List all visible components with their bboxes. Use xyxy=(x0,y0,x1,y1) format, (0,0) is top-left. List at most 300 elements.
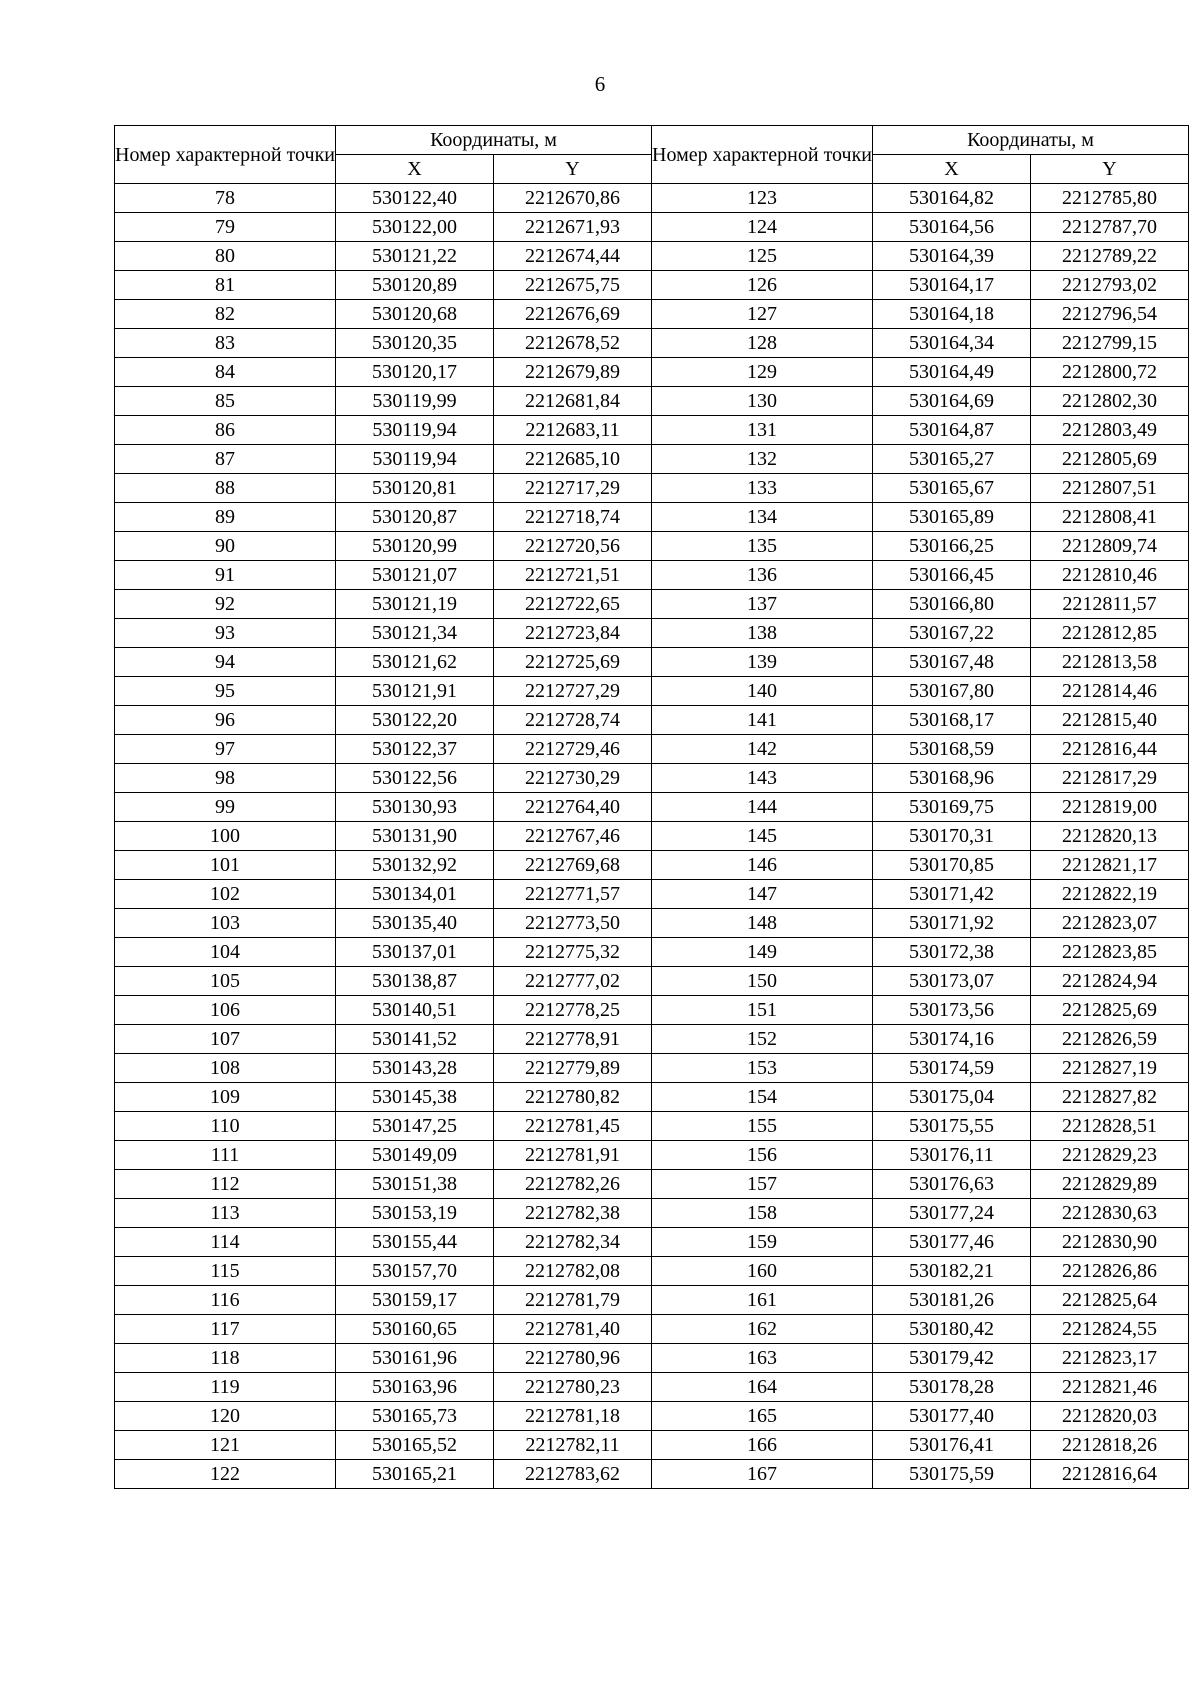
table-row xyxy=(652,561,1189,590)
x-coordinate-cell: 530122,20 xyxy=(336,706,494,735)
point-number-cell: 113 xyxy=(115,1199,336,1228)
point-number-cell: 127 xyxy=(652,300,873,329)
x-coordinate-cell: 530153,19 xyxy=(336,1199,494,1228)
table-row xyxy=(652,1199,1189,1228)
y-coordinate-cell: 2212723,84 xyxy=(494,619,652,648)
x-coordinate-cell: 530120,99 xyxy=(336,532,494,561)
y-coordinate-cell: 2212780,23 xyxy=(494,1373,652,1402)
x-coordinate-cell: 530159,17 xyxy=(336,1286,494,1315)
x-coordinate-cell: 530174,16 xyxy=(873,1025,1031,1054)
x-coordinate-cell: 530155,44 xyxy=(336,1228,494,1257)
table-row xyxy=(115,532,652,561)
point-number-cell: 134 xyxy=(652,503,873,532)
y-coordinate-cell: 2212822,19 xyxy=(1031,880,1189,909)
y-coordinate-cell: 2212773,50 xyxy=(494,909,652,938)
point-number-cell: 158 xyxy=(652,1199,873,1228)
y-coordinate-cell: 2212671,93 xyxy=(494,213,652,242)
table-row xyxy=(652,793,1189,822)
table-row xyxy=(115,909,652,938)
y-coordinate-cell: 2212805,69 xyxy=(1031,445,1189,474)
x-coordinate-cell: 530166,45 xyxy=(873,561,1031,590)
x-coordinate-cell: 530131,90 xyxy=(336,822,494,851)
x-coordinate-cell: 530173,07 xyxy=(873,967,1031,996)
point-number-cell: 148 xyxy=(652,909,873,938)
point-number-cell: 103 xyxy=(115,909,336,938)
table-row xyxy=(652,1054,1189,1083)
y-coordinate-cell: 2212808,41 xyxy=(1031,503,1189,532)
y-coordinate-cell: 2212823,17 xyxy=(1031,1344,1189,1373)
x-coordinate-cell: 530164,17 xyxy=(873,271,1031,300)
y-coordinate-cell: 2212825,64 xyxy=(1031,1286,1189,1315)
x-coordinate-cell: 530120,68 xyxy=(336,300,494,329)
x-coordinate-cell: 530175,04 xyxy=(873,1083,1031,1112)
table-row xyxy=(115,242,652,271)
point-number-cell: 159 xyxy=(652,1228,873,1257)
table-row xyxy=(652,822,1189,851)
point-number-cell: 89 xyxy=(115,503,336,532)
x-coordinate-cell: 530120,81 xyxy=(336,474,494,503)
point-number-cell: 94 xyxy=(115,648,336,677)
table-row xyxy=(652,1460,1189,1489)
table-row xyxy=(652,1431,1189,1460)
table-row xyxy=(652,880,1189,909)
point-number-cell: 114 xyxy=(115,1228,336,1257)
x-coordinate-cell: 530167,80 xyxy=(873,677,1031,706)
point-number-cell: 152 xyxy=(652,1025,873,1054)
y-coordinate-cell: 2212821,46 xyxy=(1031,1373,1189,1402)
x-coordinate-cell: 530176,63 xyxy=(873,1170,1031,1199)
point-number-cell: 116 xyxy=(115,1286,336,1315)
point-number-cell: 105 xyxy=(115,967,336,996)
y-coordinate-cell: 2212779,89 xyxy=(494,1054,652,1083)
point-number-cell: 104 xyxy=(115,938,336,967)
y-coordinate-cell: 2212819,00 xyxy=(1031,793,1189,822)
x-coordinate-cell: 530171,42 xyxy=(873,880,1031,909)
y-coordinate-cell: 2212787,70 xyxy=(1031,213,1189,242)
table-row xyxy=(115,387,652,416)
table-row xyxy=(652,532,1189,561)
point-number-cell: 83 xyxy=(115,329,336,358)
table-row xyxy=(652,590,1189,619)
table-row xyxy=(115,1054,652,1083)
table-row xyxy=(652,1344,1189,1373)
x-coordinate-cell: 530176,11 xyxy=(873,1141,1031,1170)
x-coordinate-cell: 530121,62 xyxy=(336,648,494,677)
y-coordinate-cell: 2212803,49 xyxy=(1031,416,1189,445)
point-number-cell: 166 xyxy=(652,1431,873,1460)
x-coordinate-cell: 530173,56 xyxy=(873,996,1031,1025)
table-row xyxy=(115,1286,652,1315)
point-number-cell: 111 xyxy=(115,1141,336,1170)
point-number-cell: 117 xyxy=(115,1315,336,1344)
point-number-cell: 130 xyxy=(652,387,873,416)
y-coordinate-cell: 2212816,44 xyxy=(1031,735,1189,764)
point-number-cell: 100 xyxy=(115,822,336,851)
x-coordinate-cell: 530175,59 xyxy=(873,1460,1031,1489)
table-row xyxy=(115,561,652,590)
x-coordinate-cell: 530121,91 xyxy=(336,677,494,706)
point-number-cell: 163 xyxy=(652,1344,873,1373)
point-number-cell: 87 xyxy=(115,445,336,474)
y-coordinate-cell: 2212825,69 xyxy=(1031,996,1189,1025)
y-coordinate-cell: 2212781,18 xyxy=(494,1402,652,1431)
x-coordinate-cell: 530119,94 xyxy=(336,416,494,445)
y-coordinate-cell: 2212785,80 xyxy=(1031,184,1189,213)
table-row xyxy=(115,1344,652,1373)
point-number-cell: 128 xyxy=(652,329,873,358)
y-coordinate-cell: 2212778,91 xyxy=(494,1025,652,1054)
point-number-cell: 91 xyxy=(115,561,336,590)
table-row xyxy=(652,648,1189,677)
y-coordinate-cell: 2212812,85 xyxy=(1031,619,1189,648)
x-coordinate-cell: 530140,51 xyxy=(336,996,494,1025)
header-x: X xyxy=(873,155,1031,184)
point-number-cell: 133 xyxy=(652,474,873,503)
y-coordinate-cell: 2212778,25 xyxy=(494,996,652,1025)
point-number-cell: 157 xyxy=(652,1170,873,1199)
table-body-left xyxy=(115,184,652,1489)
point-number-cell: 109 xyxy=(115,1083,336,1112)
point-number-cell: 145 xyxy=(652,822,873,851)
y-coordinate-cell: 2212799,15 xyxy=(1031,329,1189,358)
x-coordinate-cell: 530178,28 xyxy=(873,1373,1031,1402)
table-row xyxy=(115,851,652,880)
point-number-cell: 151 xyxy=(652,996,873,1025)
x-coordinate-cell: 530177,46 xyxy=(873,1228,1031,1257)
x-coordinate-cell: 530165,21 xyxy=(336,1460,494,1489)
table-row xyxy=(115,1112,652,1141)
header-x: X xyxy=(336,155,494,184)
table-row xyxy=(652,735,1189,764)
y-coordinate-cell: 2212800,72 xyxy=(1031,358,1189,387)
point-number-cell: 147 xyxy=(652,880,873,909)
point-number-cell: 99 xyxy=(115,793,336,822)
x-coordinate-cell: 530120,17 xyxy=(336,358,494,387)
y-coordinate-cell: 2212782,08 xyxy=(494,1257,652,1286)
point-number-cell: 81 xyxy=(115,271,336,300)
header-point-number: Номер характерной точки xyxy=(652,126,873,184)
point-number-cell: 138 xyxy=(652,619,873,648)
point-number-cell: 106 xyxy=(115,996,336,1025)
table-row xyxy=(115,590,652,619)
point-number-cell: 90 xyxy=(115,532,336,561)
point-number-cell: 78 xyxy=(115,184,336,213)
y-coordinate-cell: 2212674,44 xyxy=(494,242,652,271)
point-number-cell: 150 xyxy=(652,967,873,996)
point-number-cell: 85 xyxy=(115,387,336,416)
table-row xyxy=(652,996,1189,1025)
point-number-cell: 122 xyxy=(115,1460,336,1489)
point-number-cell: 93 xyxy=(115,619,336,648)
y-coordinate-cell: 2212813,58 xyxy=(1031,648,1189,677)
table-row xyxy=(115,1373,652,1402)
y-coordinate-cell: 2212793,02 xyxy=(1031,271,1189,300)
table-row xyxy=(115,996,652,1025)
table-row xyxy=(115,1315,652,1344)
x-coordinate-cell: 530168,59 xyxy=(873,735,1031,764)
x-coordinate-cell: 530163,96 xyxy=(336,1373,494,1402)
y-coordinate-cell: 2212783,62 xyxy=(494,1460,652,1489)
table-row xyxy=(115,271,652,300)
table-row xyxy=(115,1228,652,1257)
y-coordinate-cell: 2212780,96 xyxy=(494,1344,652,1373)
x-coordinate-cell: 530172,38 xyxy=(873,938,1031,967)
x-coordinate-cell: 530164,18 xyxy=(873,300,1031,329)
table-row xyxy=(652,706,1189,735)
header-coordinates: Координаты, м xyxy=(873,126,1189,155)
x-coordinate-cell: 530157,70 xyxy=(336,1257,494,1286)
x-coordinate-cell: 530138,87 xyxy=(336,967,494,996)
table-row xyxy=(115,358,652,387)
table-row xyxy=(115,1257,652,1286)
point-number-cell: 101 xyxy=(115,851,336,880)
table-row xyxy=(115,1431,652,1460)
y-coordinate-cell: 2212810,46 xyxy=(1031,561,1189,590)
y-coordinate-cell: 2212675,75 xyxy=(494,271,652,300)
x-coordinate-cell: 530167,22 xyxy=(873,619,1031,648)
table-row xyxy=(652,1315,1189,1344)
x-coordinate-cell: 530120,35 xyxy=(336,329,494,358)
x-coordinate-cell: 530179,42 xyxy=(873,1344,1031,1373)
table-row xyxy=(115,648,652,677)
table-row xyxy=(115,503,652,532)
table-row xyxy=(652,300,1189,329)
table-row xyxy=(115,1083,652,1112)
table-row xyxy=(652,677,1189,706)
point-number-cell: 132 xyxy=(652,445,873,474)
point-number-cell: 121 xyxy=(115,1431,336,1460)
x-coordinate-cell: 530121,19 xyxy=(336,590,494,619)
y-coordinate-cell: 2212827,82 xyxy=(1031,1083,1189,1112)
point-number-cell: 92 xyxy=(115,590,336,619)
point-number-cell: 160 xyxy=(652,1257,873,1286)
table-row xyxy=(115,1141,652,1170)
table-row xyxy=(652,387,1189,416)
table-row xyxy=(652,271,1189,300)
page-number: 6 xyxy=(594,72,606,96)
table-row xyxy=(652,242,1189,271)
point-number-cell: 136 xyxy=(652,561,873,590)
table-row xyxy=(652,764,1189,793)
point-number-cell: 165 xyxy=(652,1402,873,1431)
x-coordinate-cell: 530182,21 xyxy=(873,1257,1031,1286)
y-coordinate-cell: 2212809,74 xyxy=(1031,532,1189,561)
x-coordinate-cell: 530122,00 xyxy=(336,213,494,242)
y-coordinate-cell: 2212782,38 xyxy=(494,1199,652,1228)
y-coordinate-cell: 2212771,57 xyxy=(494,880,652,909)
y-coordinate-cell: 2212781,45 xyxy=(494,1112,652,1141)
x-coordinate-cell: 530167,48 xyxy=(873,648,1031,677)
x-coordinate-cell: 530120,87 xyxy=(336,503,494,532)
x-coordinate-cell: 530181,26 xyxy=(873,1286,1031,1315)
point-number-cell: 102 xyxy=(115,880,336,909)
point-number-cell: 98 xyxy=(115,764,336,793)
x-coordinate-cell: 530165,73 xyxy=(336,1402,494,1431)
table-row xyxy=(652,1083,1189,1112)
point-number-cell: 155 xyxy=(652,1112,873,1141)
table-body-right xyxy=(652,184,1189,1489)
point-number-cell: 115 xyxy=(115,1257,336,1286)
x-coordinate-cell: 530165,89 xyxy=(873,503,1031,532)
table-row xyxy=(115,677,652,706)
point-number-cell: 118 xyxy=(115,1344,336,1373)
y-coordinate-cell: 2212670,86 xyxy=(494,184,652,213)
y-coordinate-cell: 2212816,64 xyxy=(1031,1460,1189,1489)
y-coordinate-cell: 2212730,29 xyxy=(494,764,652,793)
x-coordinate-cell: 530147,25 xyxy=(336,1112,494,1141)
x-coordinate-cell: 530176,41 xyxy=(873,1431,1031,1460)
x-coordinate-cell: 530164,56 xyxy=(873,213,1031,242)
table-row xyxy=(115,300,652,329)
table-row xyxy=(652,184,1189,213)
point-number-cell: 97 xyxy=(115,735,336,764)
point-number-cell: 86 xyxy=(115,416,336,445)
table-row xyxy=(115,1199,652,1228)
table-row xyxy=(652,1373,1189,1402)
x-coordinate-cell: 530160,65 xyxy=(336,1315,494,1344)
table-row xyxy=(115,938,652,967)
point-number-cell: 139 xyxy=(652,648,873,677)
point-number-cell: 125 xyxy=(652,242,873,271)
x-coordinate-cell: 530177,24 xyxy=(873,1199,1031,1228)
y-coordinate-cell: 2212721,51 xyxy=(494,561,652,590)
y-coordinate-cell: 2212829,23 xyxy=(1031,1141,1189,1170)
x-coordinate-cell: 530170,31 xyxy=(873,822,1031,851)
x-coordinate-cell: 530164,69 xyxy=(873,387,1031,416)
x-coordinate-cell: 530171,92 xyxy=(873,909,1031,938)
table-row xyxy=(652,474,1189,503)
point-number-cell: 82 xyxy=(115,300,336,329)
y-coordinate-cell: 2212830,63 xyxy=(1031,1199,1189,1228)
table-row xyxy=(652,503,1189,532)
y-coordinate-cell: 2212727,29 xyxy=(494,677,652,706)
table-row xyxy=(652,1228,1189,1257)
header-y: Y xyxy=(1031,155,1189,184)
point-number-cell: 164 xyxy=(652,1373,873,1402)
point-number-cell: 167 xyxy=(652,1460,873,1489)
x-coordinate-cell: 530175,55 xyxy=(873,1112,1031,1141)
y-coordinate-cell: 2212728,74 xyxy=(494,706,652,735)
x-coordinate-cell: 530122,37 xyxy=(336,735,494,764)
y-coordinate-cell: 2212781,79 xyxy=(494,1286,652,1315)
x-coordinate-cell: 530122,56 xyxy=(336,764,494,793)
y-coordinate-cell: 2212802,30 xyxy=(1031,387,1189,416)
x-coordinate-cell: 530174,59 xyxy=(873,1054,1031,1083)
table-row xyxy=(115,474,652,503)
y-coordinate-cell: 2212820,13 xyxy=(1031,822,1189,851)
point-number-cell: 141 xyxy=(652,706,873,735)
table-row xyxy=(652,1286,1189,1315)
y-coordinate-cell: 2212824,94 xyxy=(1031,967,1189,996)
x-coordinate-cell: 530166,25 xyxy=(873,532,1031,561)
point-number-cell: 154 xyxy=(652,1083,873,1112)
y-coordinate-cell: 2212685,10 xyxy=(494,445,652,474)
point-number-cell: 124 xyxy=(652,213,873,242)
point-number-cell: 129 xyxy=(652,358,873,387)
y-coordinate-cell: 2212818,26 xyxy=(1031,1431,1189,1460)
x-coordinate-cell: 530134,01 xyxy=(336,880,494,909)
x-coordinate-cell: 530168,17 xyxy=(873,706,1031,735)
point-number-cell: 123 xyxy=(652,184,873,213)
table-row xyxy=(652,619,1189,648)
y-coordinate-cell: 2212729,46 xyxy=(494,735,652,764)
point-number-cell: 135 xyxy=(652,532,873,561)
x-coordinate-cell: 530137,01 xyxy=(336,938,494,967)
table-row xyxy=(652,1141,1189,1170)
table-row xyxy=(652,851,1189,880)
y-coordinate-cell: 2212683,11 xyxy=(494,416,652,445)
table-row xyxy=(115,706,652,735)
point-number-cell: 162 xyxy=(652,1315,873,1344)
table-row xyxy=(652,1112,1189,1141)
table-row xyxy=(652,329,1189,358)
x-coordinate-cell: 530119,94 xyxy=(336,445,494,474)
table-row xyxy=(115,329,652,358)
x-coordinate-cell: 530165,67 xyxy=(873,474,1031,503)
point-number-cell: 156 xyxy=(652,1141,873,1170)
y-coordinate-cell: 2212764,40 xyxy=(494,793,652,822)
point-number-cell: 161 xyxy=(652,1286,873,1315)
table-row xyxy=(115,445,652,474)
y-coordinate-cell: 2212817,29 xyxy=(1031,764,1189,793)
x-coordinate-cell: 530165,27 xyxy=(873,445,1031,474)
x-coordinate-cell: 530168,96 xyxy=(873,764,1031,793)
x-coordinate-cell: 530169,75 xyxy=(873,793,1031,822)
table-row xyxy=(115,880,652,909)
coordinates-table-right xyxy=(651,125,1189,1489)
y-coordinate-cell: 2212782,11 xyxy=(494,1431,652,1460)
x-coordinate-cell: 530130,93 xyxy=(336,793,494,822)
y-coordinate-cell: 2212777,02 xyxy=(494,967,652,996)
x-coordinate-cell: 530164,34 xyxy=(873,329,1031,358)
y-coordinate-cell: 2212717,29 xyxy=(494,474,652,503)
x-coordinate-cell: 530164,87 xyxy=(873,416,1031,445)
table-row xyxy=(115,967,652,996)
point-number-cell: 140 xyxy=(652,677,873,706)
point-number-cell: 149 xyxy=(652,938,873,967)
point-number-cell: 126 xyxy=(652,271,873,300)
point-number-cell: 80 xyxy=(115,242,336,271)
point-number-cell: 146 xyxy=(652,851,873,880)
y-coordinate-cell: 2212780,82 xyxy=(494,1083,652,1112)
y-coordinate-cell: 2212781,91 xyxy=(494,1141,652,1170)
table-row xyxy=(652,909,1189,938)
table-row xyxy=(652,358,1189,387)
x-coordinate-cell: 530164,49 xyxy=(873,358,1031,387)
point-number-cell: 131 xyxy=(652,416,873,445)
y-coordinate-cell: 2212826,86 xyxy=(1031,1257,1189,1286)
table-row xyxy=(652,1257,1189,1286)
table-row xyxy=(652,416,1189,445)
y-coordinate-cell: 2212823,85 xyxy=(1031,938,1189,967)
y-coordinate-cell: 2212720,56 xyxy=(494,532,652,561)
x-coordinate-cell: 530161,96 xyxy=(336,1344,494,1373)
x-coordinate-cell: 530121,34 xyxy=(336,619,494,648)
point-number-cell: 88 xyxy=(115,474,336,503)
point-number-cell: 120 xyxy=(115,1402,336,1431)
y-coordinate-cell: 2212676,69 xyxy=(494,300,652,329)
y-coordinate-cell: 2212826,59 xyxy=(1031,1025,1189,1054)
point-number-cell: 84 xyxy=(115,358,336,387)
table-row xyxy=(652,445,1189,474)
y-coordinate-cell: 2212781,40 xyxy=(494,1315,652,1344)
table-row xyxy=(115,1170,652,1199)
table-row xyxy=(115,764,652,793)
point-number-cell: 110 xyxy=(115,1112,336,1141)
y-coordinate-cell: 2212824,55 xyxy=(1031,1315,1189,1344)
x-coordinate-cell: 530180,42 xyxy=(873,1315,1031,1344)
point-number-cell: 119 xyxy=(115,1373,336,1402)
